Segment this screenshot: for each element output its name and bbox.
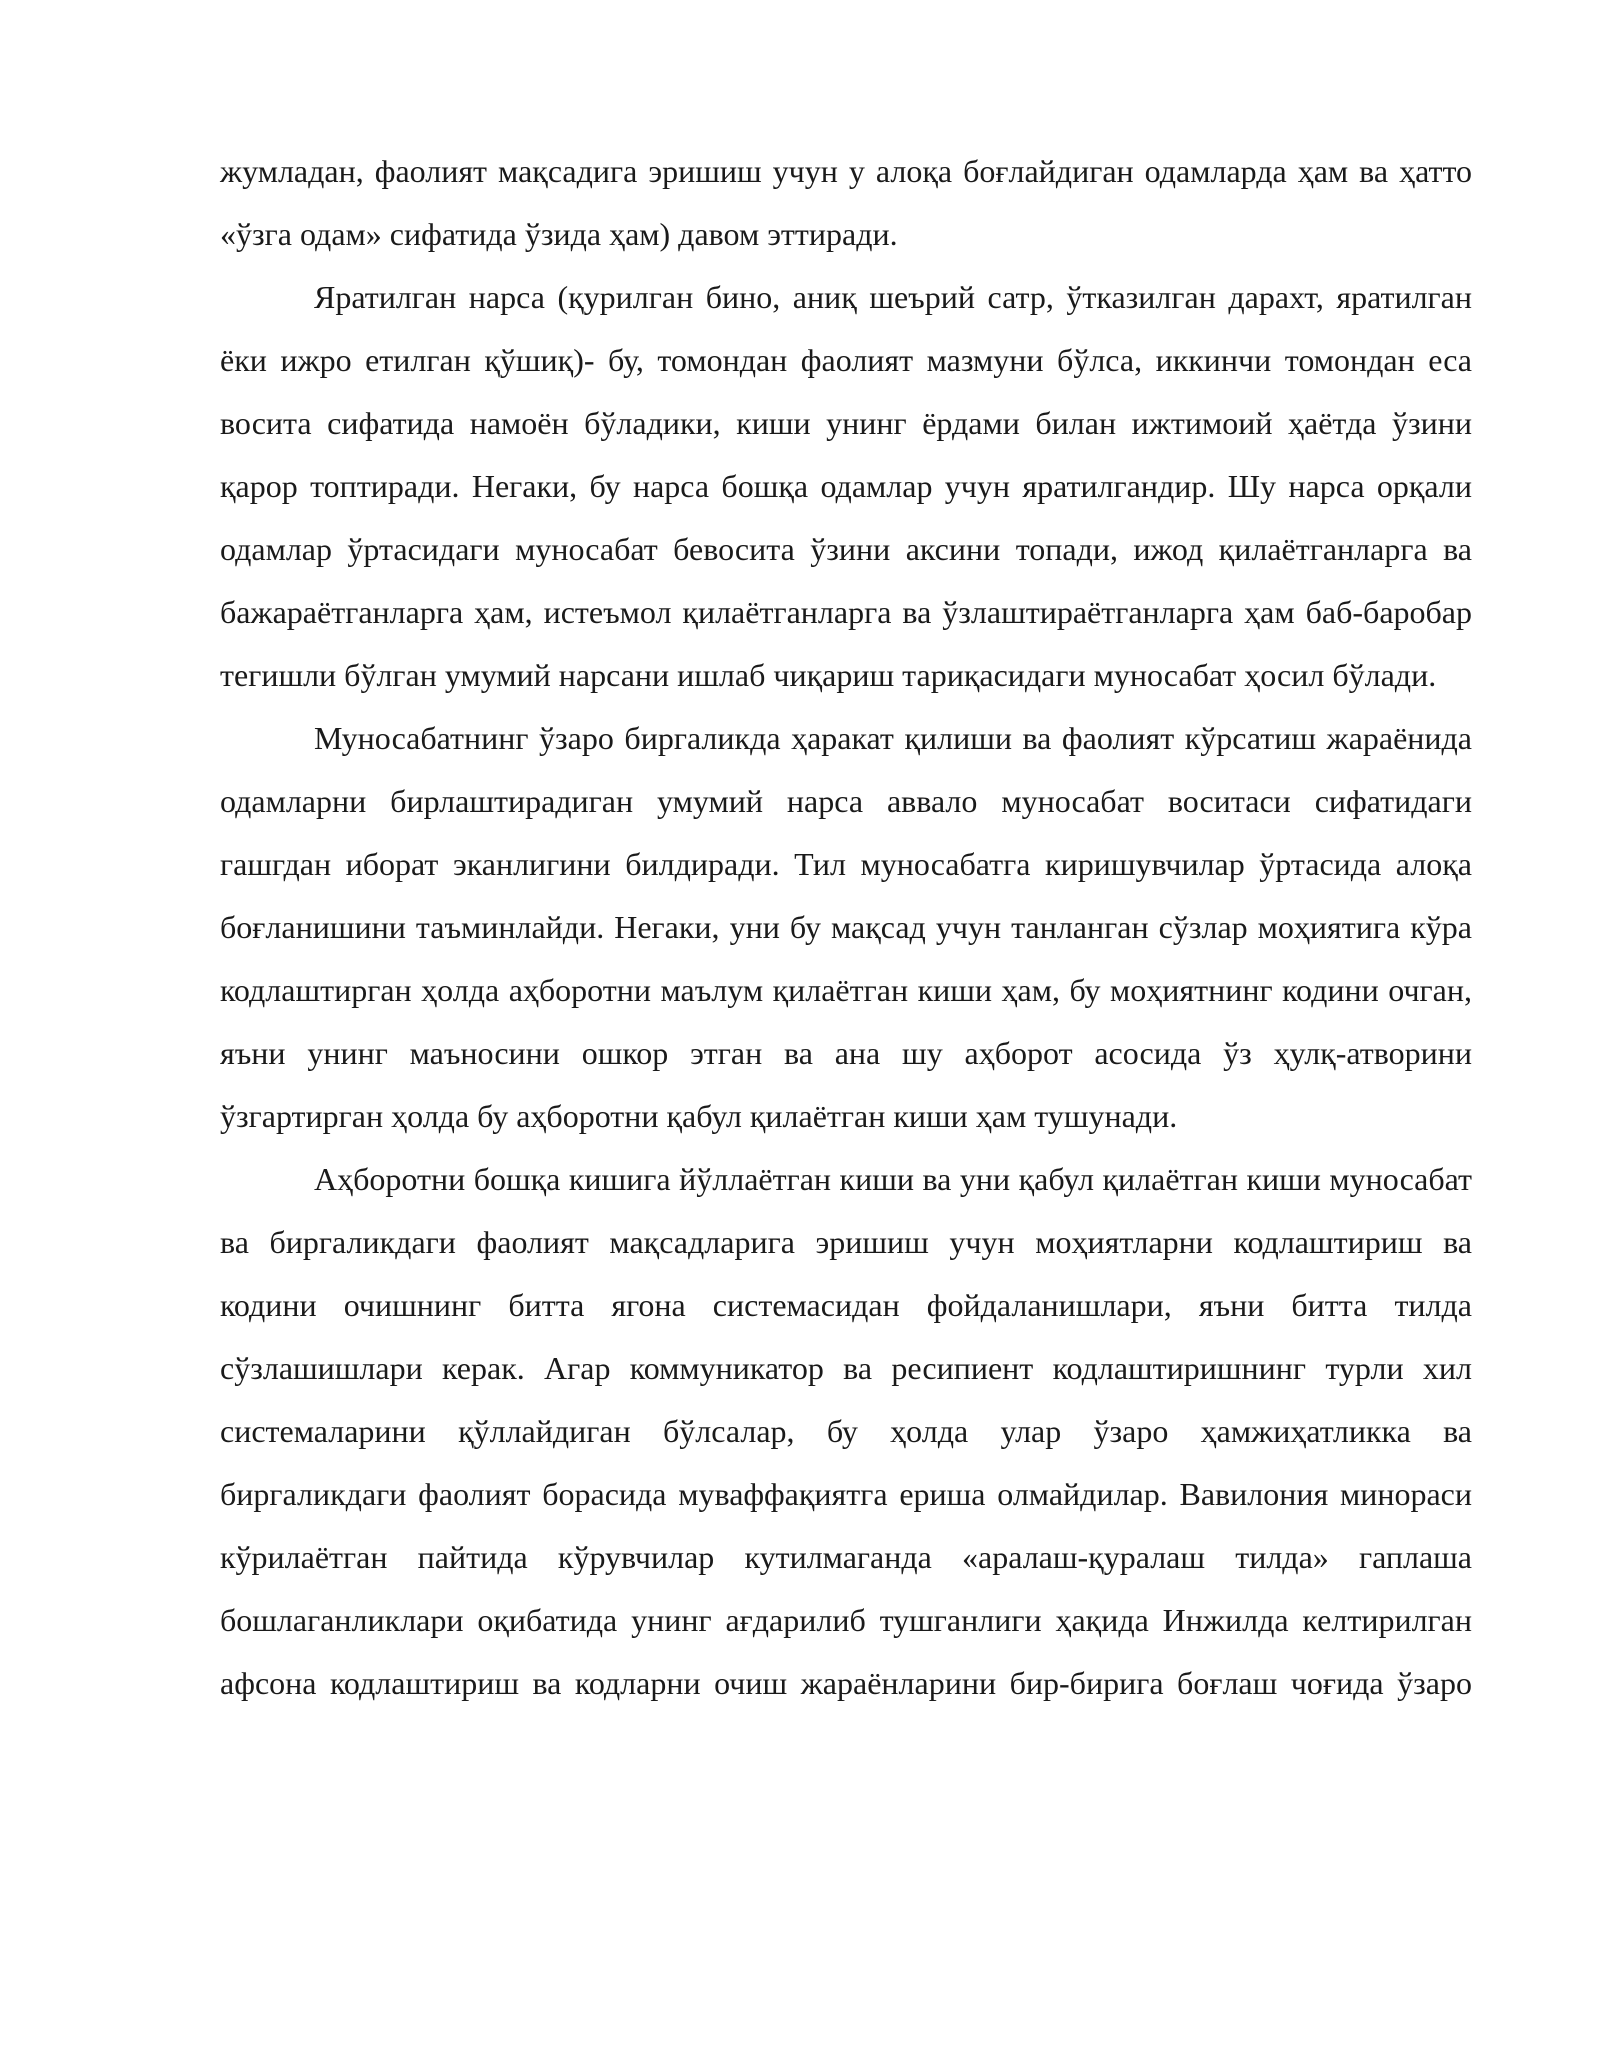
paragraph-continuation: жумладан, фаолият мақсадига эришиш учун у алоқа боғлайдиган одамларда ҳам ва ҳатто «ўзга одам» сифатида ўзида ҳам) давом эттиради.: [220, 153, 1472, 252]
paragraph-language-communication: Муносабатнинг ўзаро биргаликда ҳаракат қилиши ва фаолият кўрсатиш жараёнида одамларни бирлаштирадиган умумий нарса аввало муносабат воситаси сифатидаги гашгдан иборат эканлигини билдиради. Тил муносабатга киришувчилар ўртасида алоқа боғланишини таъминлайди. Негаки, уни бу мақсад учун танланган сўзлар моҳиятига кўра кодлаштирган ҳолда аҳборотни маълум қилаётган киши ҳам, бу моҳиятнинг кодини очган, яъни унинг маъносини ошкор этган ва ана шу аҳборот асосида ўз ҳулқ-атворини ўзгартирган ҳолда бу аҳборотни қабул қилаётган киши ҳам тушунади.: [220, 720, 1472, 1134]
document-body: [220, 140, 1472, 1715]
paragraph-coding-system: Аҳборотни бошқа кишига йўллаётган киши ва уни қабул қилаётган киши муносабат ва биргаликдаги фаолият мақсадларига эришиш учун моҳиятларни кодлаштириш ва кодини очишнинг битта ягона системасидан фойдаланишлари, яъни битта тилда сўзлашишлари керак. Агар коммуникатор ва ресипиент кодлаштиришнинг турли хил системаларини қўллайдиган бўлсалар, бу ҳолда улар ўзаро ҳамжиҳатликка ва биргаликдаги фаолият борасида муваффақиятга ериша олмайдилар. Вавилония минораси кўрилаётган пайтида кўрувчилар кутилмаганда «аралаш-қуралаш тилда» гаплаша бошлаганликлари оқибатида унинг ағдарилиб тушганлиги ҳақида Инжилда келтирилган афсона кодлаштириш ва кодларни очиш жараёнларини бир-бирига боғлаш чоғида ўзаро: [220, 1161, 1472, 1701]
paragraph-created-object: Яратилган нарса (қурилган бино, аниқ шеърий сатр, ўтказилган дарахт, яратилган ёки ижро етилган қўшиқ)- бу, томондан фаолият мазмуни бўлса, иккинчи томондан еса восита сифатида намоён бўладики, киши унинг ёрдами билан ижтимоий ҳаётда ўзини қарор топтиради. Негаки, бу нарса бошқа одамлар учун яратилгандир. Шу нарса орқали одамлар ўртасидаги муносабат бевосита ўзини аксини топади, ижод қилаётганларга ва бажараётганларга ҳам, истеъмол қилаётганларга ва ўзлаштираётганларга ҳам баб-баробар тегишли бўлган умумий нарсани ишлаб чиқариш тариқасидаги муносабат ҳосил бўлади.: [220, 279, 1472, 693]
